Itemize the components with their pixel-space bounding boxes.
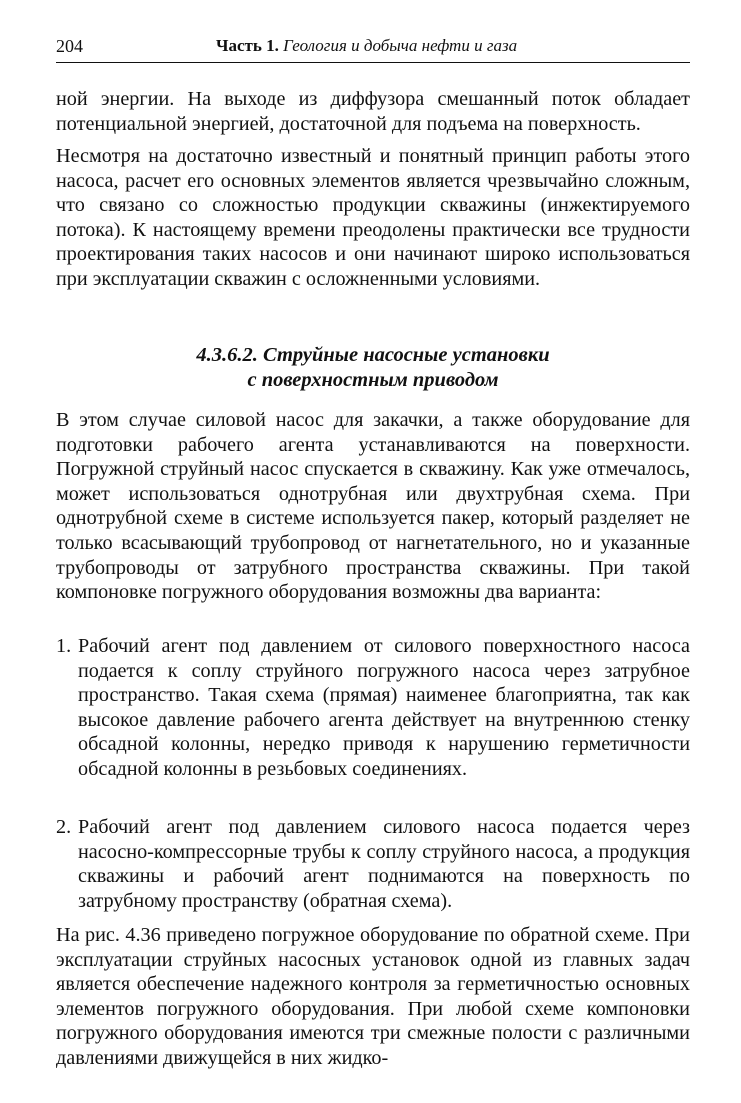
section-heading-line-2: с поверхностным приводом xyxy=(247,368,499,391)
list-item-text: Рабочий агент под давлением силового насоса подается через насосно-компрессорные трубы к соплу струйного насоса, а продукция скважины и рабочий агент поднимаются на поверхность по затрубному пространству (обратная схема). xyxy=(78,816,690,912)
paragraph-4-container xyxy=(56,923,690,1071)
list-item xyxy=(56,815,690,913)
paragraph-2-container xyxy=(56,144,690,292)
paragraph-1-container xyxy=(56,87,690,136)
paragraph-3-container xyxy=(56,408,690,605)
list-item-number: 2. xyxy=(56,816,72,838)
numbered-list-2 xyxy=(56,815,690,913)
paragraph-4: На рис. 4.36 приведено погружное оборудование по обратной схеме. При эксплуатации струйных насосных установок одной из главных задач является обеспечение надежного контроля за герметичностью основных элементов погружного оборудования. При любой схеме компоновки погружного оборудования имеются три смежные полости с различными давлениями движущейся в них жидко- xyxy=(56,924,690,1069)
section-heading xyxy=(56,343,690,392)
header-title xyxy=(216,36,517,56)
section-heading-line-1: 4.3.6.2. Струйные насосные установки xyxy=(196,344,550,366)
header-part: Часть 1. xyxy=(216,36,279,55)
header-subtitle: Геология и добыча нефти и газа xyxy=(283,36,518,55)
paragraph-2: Несмотря на достаточно известный и понятный принцип работы этого насоса, расчет его основных элементов является чрезвычайно сложным, что связано со сложностью продукции скважины (инжектируемого потока). К настоящему времени преодолены практически все трудности проектирования таких насосов и они начинают широко использоваться при эксплуатации скважин с осложненными условиями. xyxy=(56,145,690,290)
book-page xyxy=(56,0,690,1103)
numbered-list xyxy=(56,634,690,782)
running-header xyxy=(56,34,690,63)
paragraph-1: ной энергии. На выходе из диффузора смешанный поток обладает потенциальной энергией, достаточной для подъема на поверхность. xyxy=(56,88,690,135)
list-item xyxy=(56,634,690,782)
list-item-text: Рабочий агент под давлением от силового поверхностного насоса подается к соплу струйного погружного насоса через затрубное пространство. Такая схема (прямая) наименее благоприятна, так как высокое давление рабочего агента действует на внутреннюю стенку обсадной колонны, нередко приводя к нарушению герметичности обсадной колонны в резьбовых соединениях. xyxy=(78,635,690,780)
paragraph-3: В этом случае силовой насос для закачки, а также оборудование для подготовки рабочего агента устанавливаются на поверхности. Погружной струйный насос спускается в скважину. Как уже отмечалось, может использоваться однотрубная или двухтрубная схема. При однотрубной схеме в системе используется пакер, который разделяет не только всасывающий трубопровод от нагнетательного, но и указанные трубопроводы от затрубного пространства скважины. При такой компоновке погружного оборудования возможны два варианта: xyxy=(56,409,690,604)
page-number: 204 xyxy=(56,36,83,56)
list-item-number: 1. xyxy=(56,635,72,657)
